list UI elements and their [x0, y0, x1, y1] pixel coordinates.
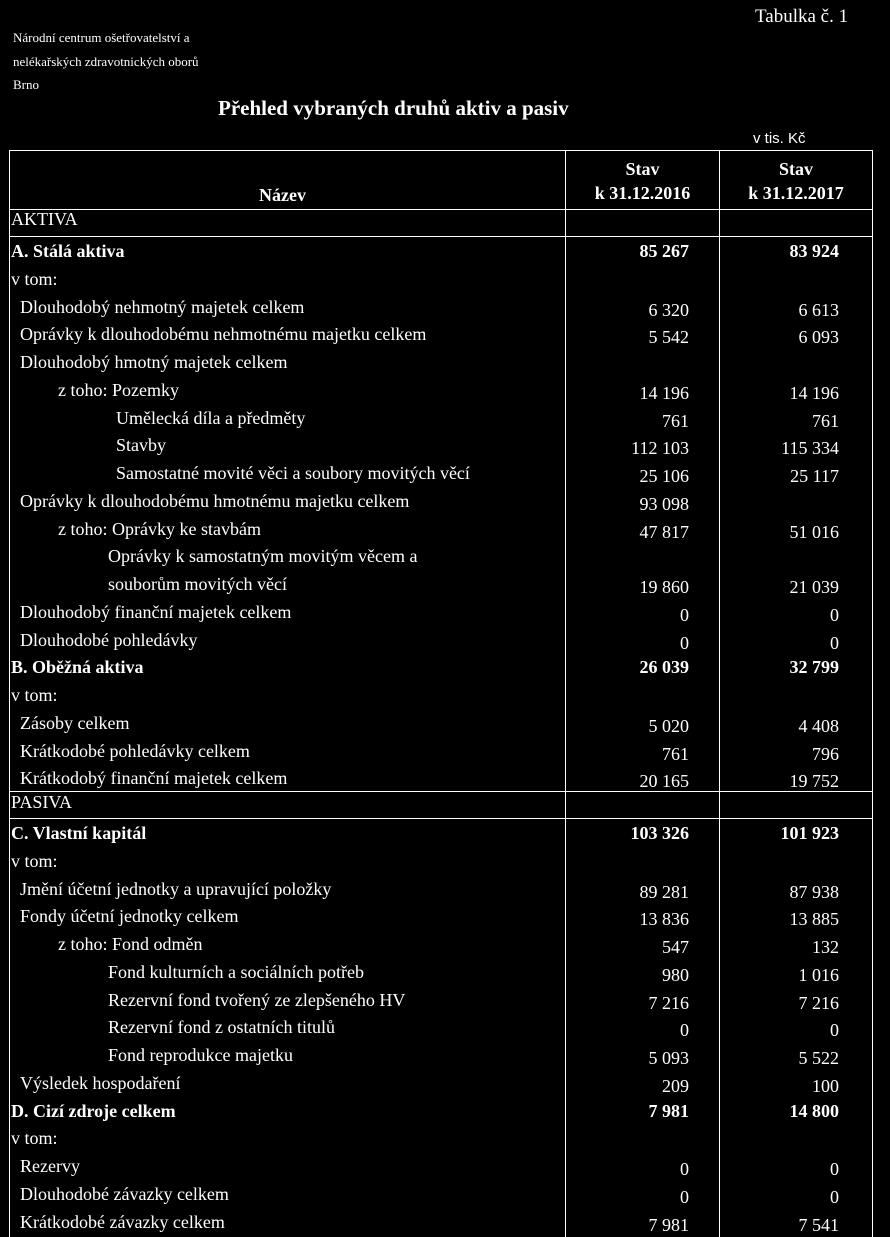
value-2017: 0: [830, 1020, 839, 1041]
value-2017: 132: [812, 937, 839, 957]
column-header-2016: [566, 157, 719, 205]
value-2017: 7 541: [798, 1214, 839, 1235]
value-2017: 6 093: [798, 327, 839, 348]
value-2017: 7 216: [798, 992, 839, 1013]
column-header-2017-line1: Stav: [778, 159, 813, 179]
table-row: [9, 1013, 872, 1041]
page-title: Přehled vybraných druhů aktiv a pasiv: [218, 96, 569, 120]
table-row: [9, 459, 872, 487]
row-label: D. Cizí zdroje celkem: [11, 1100, 176, 1121]
value-2016: 209: [662, 1075, 689, 1096]
row-label: v tom:: [11, 268, 58, 289]
value-2016: 0: [680, 1159, 689, 1179]
value-2017: 25 117: [790, 466, 839, 486]
row-label: Výsledek hospodaření: [20, 1072, 181, 1093]
table-row: [9, 986, 872, 1014]
table-row: [9, 404, 872, 432]
value-2016: 761: [662, 410, 689, 431]
section-aktiva: AKTIVA: [11, 209, 78, 229]
value-2016: 5 542: [648, 327, 689, 348]
row-label: Dlouhodobé závazky celkem: [20, 1183, 229, 1204]
table-row: [9, 1041, 872, 1069]
table-row: [9, 598, 872, 626]
value-2017: 0: [830, 604, 839, 625]
value-2017: 0: [830, 1186, 839, 1207]
table-row: [9, 653, 872, 681]
value-2016: 0: [680, 1020, 689, 1041]
value-2016: 6 320: [648, 299, 689, 320]
table-border-right: [872, 150, 873, 1237]
row-label: z toho: Pozemky: [58, 379, 179, 400]
row-label: Krátkodobé pohledávky celkem: [20, 740, 250, 761]
institution-line-2: nelékařských zdravotnických oborů: [13, 54, 199, 69]
table-row: [9, 737, 872, 765]
value-2017: 51 016: [789, 521, 839, 542]
column-header-2016-line1: Stav: [625, 159, 660, 179]
value-2017: 0: [830, 1159, 839, 1179]
value-2016: 980: [662, 964, 689, 985]
row-label: C. Vlastní kapitál: [11, 823, 147, 843]
value-2016: 7 981: [648, 1214, 689, 1235]
value-2017: 19 752: [789, 771, 839, 792]
value-2016: 13 836: [639, 909, 689, 930]
row-label: B. Oběžná aktiva: [11, 657, 144, 678]
table-row: [9, 542, 872, 570]
value-2017: 101 923: [780, 823, 839, 843]
row-label: Stavby: [116, 435, 167, 456]
table-row: [9, 265, 872, 293]
table-row: [9, 487, 872, 515]
column-header-2016-line2: k 31.12.2016: [594, 183, 691, 203]
value-2016: 0: [680, 632, 689, 653]
row-label: Oprávky k dlouhodobému hmotnému majetku celkem: [20, 490, 410, 511]
value-2016: 7 981: [648, 1100, 689, 1121]
row-label: Krátkodobý finanční majetek celkem: [20, 768, 288, 789]
value-2016: 103 326: [630, 823, 689, 843]
row-label: Dlouhodobé pohledávky: [20, 629, 198, 650]
value-2017: 32 799: [789, 657, 839, 678]
table-row: [9, 348, 872, 376]
table-row: [9, 819, 872, 847]
value-2017: 87 938: [789, 881, 839, 902]
row-label: Zásoby celkem: [20, 712, 130, 733]
table-row: [9, 930, 872, 958]
value-2017: 21 039: [789, 577, 839, 597]
value-2016: 5 020: [648, 715, 689, 736]
value-2016: 85 267: [639, 241, 689, 261]
value-2016: 7 216: [648, 992, 689, 1013]
unit-label: v tis. Kč: [753, 130, 806, 147]
row-label: v tom:: [11, 850, 58, 871]
value-2017: 14 800: [789, 1100, 839, 1121]
row-label: Fond kulturních a sociálních potřeb: [108, 961, 364, 982]
row-label: Rezervy: [20, 1156, 80, 1176]
value-2016: 14 196: [639, 382, 689, 403]
institution-line-1: Národní centrum ošetřovatelství a: [13, 30, 190, 45]
value-2016: 0: [680, 1186, 689, 1207]
value-2016: 93 098: [639, 493, 689, 514]
table-row: [9, 958, 872, 986]
table-row: [9, 570, 872, 598]
table-row: [9, 681, 872, 709]
value-2016: 547: [662, 937, 689, 957]
value-2016: 47 817: [639, 521, 689, 542]
row-label: Dlouhodobý nehmotný majetek celkem: [20, 296, 305, 317]
row-label: A. Stálá aktiva: [11, 241, 125, 261]
value-2017: 761: [812, 410, 839, 431]
value-2016: 26 039: [639, 657, 689, 678]
row-label: Krátkodobé závazky celkem: [20, 1211, 225, 1232]
table-row: [9, 626, 872, 654]
table-row: [9, 376, 872, 404]
table-row: [9, 320, 872, 348]
table-row: [9, 764, 872, 792]
row-label: Dlouhodobý hmotný majetek celkem: [20, 352, 288, 372]
table-header-rule: [9, 209, 873, 210]
table-row: [9, 1069, 872, 1097]
value-2017: 100: [812, 1075, 839, 1096]
column-header-2017-line2: k 31.12.2017: [748, 183, 844, 203]
table-row: [9, 431, 872, 459]
table-row: [9, 237, 872, 265]
column-header-2017: [720, 157, 872, 205]
value-2016: 112 103: [631, 438, 689, 459]
value-2017: 13 885: [789, 909, 839, 930]
table-row: [9, 1124, 872, 1152]
row-label: Rezervní fond tvořený ze zlepšeného HV: [108, 989, 406, 1010]
row-label: z toho: Oprávky ke stavbám: [58, 518, 261, 539]
value-2017: 83 924: [789, 241, 839, 261]
row-label: Oprávky k samostatným movitým věcem a: [108, 546, 418, 567]
row-label: Rezervní fond z ostatních titulů: [108, 1017, 335, 1038]
value-2017: 14 196: [789, 382, 839, 403]
table-row: [9, 902, 872, 930]
value-2017: 1 016: [798, 964, 839, 985]
value-2016: 0: [680, 604, 689, 625]
row-label: v tom:: [11, 685, 58, 705]
value-2016: 19 860: [639, 577, 689, 597]
table-border-top: [9, 150, 873, 151]
tabulka-label: Tabulka č. 1: [755, 6, 849, 27]
table-row: [9, 709, 872, 737]
row-label: v tom:: [11, 1128, 58, 1149]
row-label: Umělecká díla a předměty: [116, 407, 306, 428]
value-2017: 4 408: [798, 715, 839, 736]
table-row: [9, 1097, 872, 1125]
section-pasiva: PASIVA: [11, 792, 73, 812]
value-2016: 761: [662, 743, 689, 764]
institution-line-3: Brno: [13, 77, 39, 92]
value-2017: 796: [812, 743, 839, 764]
table-row: [9, 515, 872, 543]
table-row: [9, 875, 872, 903]
table-row: [9, 1180, 872, 1208]
value-2017: 0: [830, 632, 839, 653]
row-label: Fond reprodukce majetku: [108, 1045, 293, 1065]
row-label: Fondy účetní jednotky celkem: [20, 906, 239, 927]
value-2016: 5 093: [648, 1048, 689, 1068]
row-label: Oprávky k dlouhodobému nehmotnému majetku celkem: [20, 324, 427, 345]
table-row: [9, 1208, 872, 1236]
table-row: [9, 1152, 872, 1180]
row-label: Jmění účetní jednotky a upravující položky: [20, 878, 332, 899]
column-header-name: Název: [259, 185, 306, 205]
table-row: [9, 847, 872, 875]
row-label: souborům movitých věcí: [108, 574, 287, 594]
value-2017: 115 334: [781, 438, 839, 459]
row-label: Samostatné movité věci a soubory movitých věcí: [116, 463, 470, 483]
value-2016: 25 106: [639, 466, 689, 486]
table-row: [9, 293, 872, 321]
row-label: z toho: Fond odměn: [58, 934, 203, 954]
row-label: Dlouhodobý finanční majetek celkem: [20, 601, 292, 622]
value-2017: 6 613: [798, 299, 839, 320]
value-2017: 5 522: [798, 1048, 839, 1068]
value-2016: 89 281: [639, 881, 689, 902]
value-2016: 20 165: [639, 771, 689, 792]
